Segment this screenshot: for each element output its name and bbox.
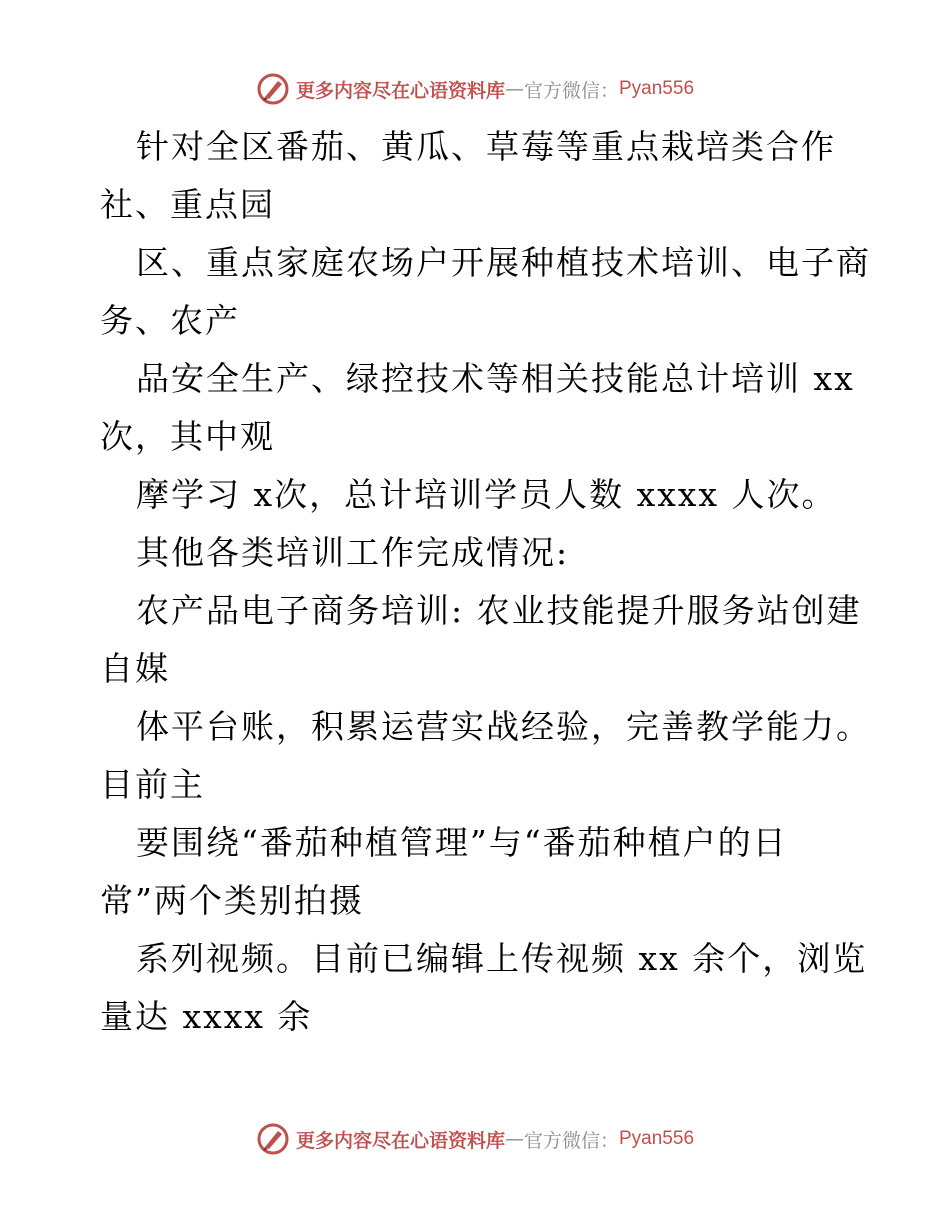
text-line: 系列视频。目前已编辑上传视频 xx 余个，浏览 <box>136 939 868 978</box>
watermark-separator: — <box>504 78 524 100</box>
text-line: 次，其中观 <box>100 417 275 456</box>
text-line: 品安全生产、绿控技术等相关技能总计培训 xx <box>136 359 855 398</box>
header-watermark <box>0 72 950 106</box>
text-line: 区、重点家庭农场户开展种植技术培训、电子商 <box>136 243 871 282</box>
quill-pen-logo-icon <box>256 72 290 106</box>
watermark-sub-text: 官方微信： <box>523 79 619 102</box>
watermark-wechat-id: Pyan556 <box>619 1128 695 1149</box>
watermark-sub-text: 官方微信： <box>523 1129 619 1152</box>
watermark-main-text: 更多内容尽在心语资料库 <box>295 79 505 102</box>
text-line: 社、重点园 <box>100 185 275 224</box>
text-line: 目前主 <box>100 765 205 804</box>
text-line: 摩学习 x次，总计培训学员人数 xxxx 人次。 <box>136 475 837 514</box>
quill-pen-logo-icon <box>256 1122 290 1156</box>
footer-watermark <box>0 1122 950 1156</box>
text-line: 农产品电子商务培训: 农业技能提升服务站创建 <box>136 591 862 630</box>
text-line: 务、农产 <box>100 301 240 340</box>
watermark-main-text: 更多内容尽在心语资料库 <box>295 1129 505 1152</box>
text-line: 其他各类培训工作完成情况: <box>136 533 570 572</box>
text-line: 体平台账，积累运营实战经验，完善教学能力。 <box>136 707 871 746</box>
text-line: 量达 xxxx 余 <box>100 997 313 1036</box>
document-body <box>100 118 870 1046</box>
text-line: 要围绕“番茄种植管理”与“番茄种植户的日 <box>136 823 788 862</box>
watermark-wechat-id: Pyan556 <box>619 78 695 99</box>
watermark-separator: — <box>504 1128 524 1150</box>
text-line: 针对全区番茄、黄瓜、草莓等重点栽培类合作 <box>136 127 836 166</box>
text-line: 常”两个类别拍摄 <box>100 881 364 920</box>
text-line: 自媒 <box>100 649 170 688</box>
